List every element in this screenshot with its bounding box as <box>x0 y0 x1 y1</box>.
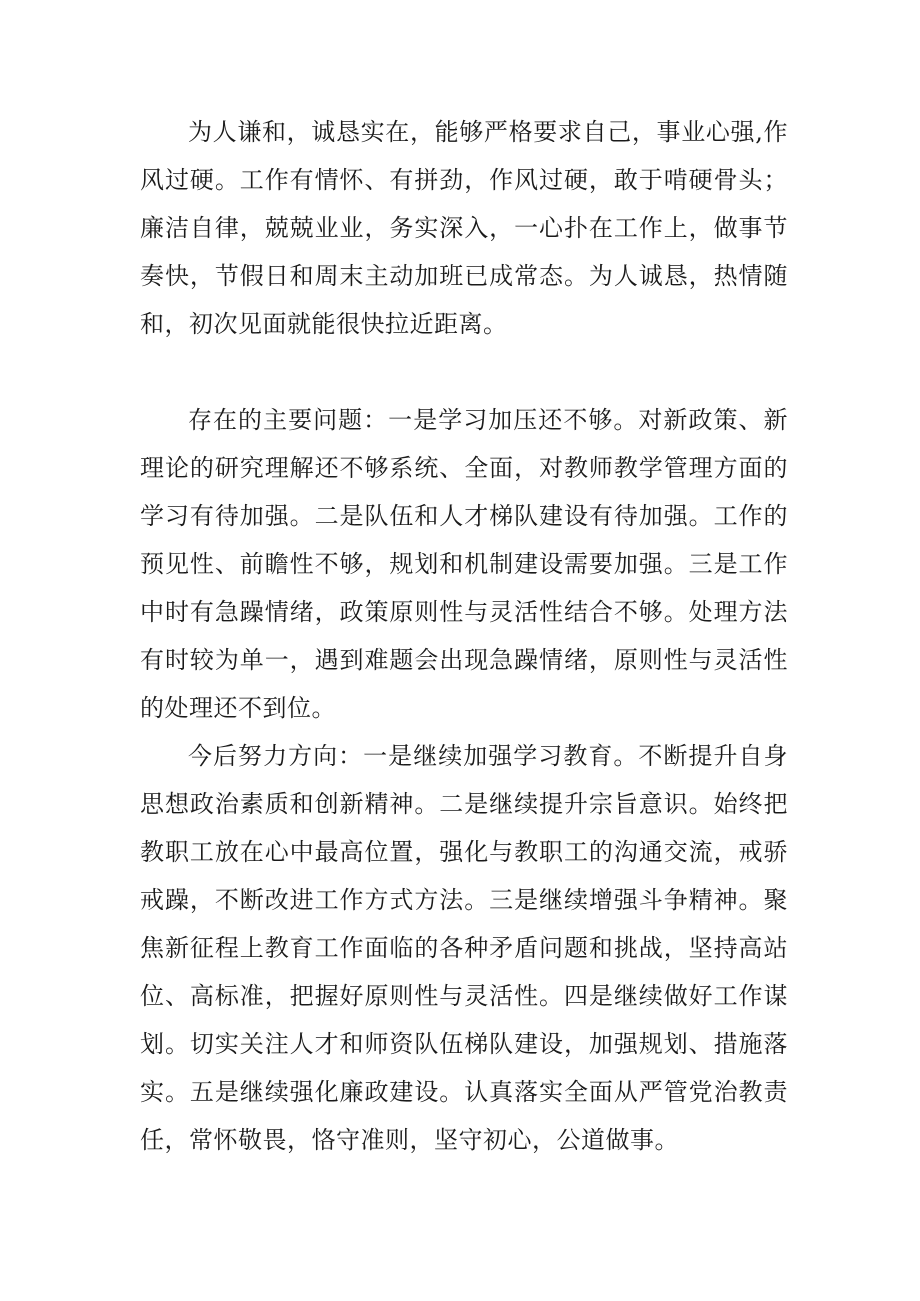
paragraph-main-problems: 存在的主要问题：一是学习加压还不够。对新政策、新理论的研究理解还不够系统、全面，对教师教学管理方面的学习有待加强。二是队伍和人才梯队建设有待加强。工作的预见性、前瞻性不够，规划和机制建设需要加强。三是工作中时有急躁情绪，政策原则性与灵活性结合不够。处理方法有时较为单一，遇到难题会出现急躁情绪，原则性与灵活性的处理还不到位。 <box>140 406 788 722</box>
paragraph-future-direction: 今后努力方向：一是继续加强学习教育。不断提升自身思想政治素质和创新精神。二是继续提升宗旨意识。始终把教职工放在心中最高位置，强化与教职工的沟通交流，戒骄戒躁，不断改进工作方式方法。三是继续增强斗争精神。聚焦新征程上教育工作面临的各种矛盾问题和挑战，坚持高站位、高标准，把握好原则性与灵活性。四是继续做好工作谋划。切实关注人才和师资队伍梯队建设，加强规划、措施落实。五是继续强化廉政建设。认真落实全面从严管党治教责任，常怀敬畏，恪守准则，坚守初心，公道做事。 <box>140 742 788 1154</box>
paragraph-evaluation: 为人谦和，诚恳实在，能够严格要求自己，事业心强,作风过硬。工作有情怀、有拼劲，作风过硬，敢于啃硬骨头；廉洁自律，兢兢业业，务实深入，一心扑在工作上，做事节奏快，节假日和周末主动加班已成常态。为人诚恳，热情随和，初次见面就能很快拉近距离。 <box>140 118 788 338</box>
